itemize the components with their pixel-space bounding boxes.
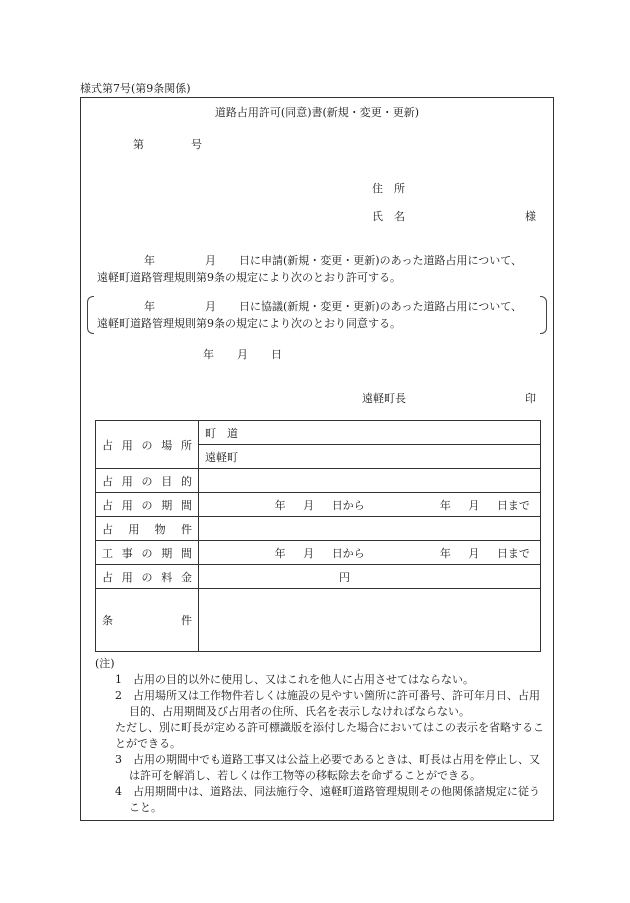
table-row	[96, 421, 541, 445]
conditions-label: 条 件	[96, 589, 199, 652]
period-label: 占 用 の 期 間	[96, 493, 199, 517]
permit-form	[80, 97, 554, 821]
table-row	[96, 493, 541, 517]
construction-period-label: 工 事 の 期 間	[96, 541, 199, 565]
note-4: 4 占用期間中は、道路法、同法施行令、遠軽町道路管理規則その他関係諸規定に従うこと。	[115, 785, 540, 814]
fee-label: 占 用 の 料 金	[96, 565, 199, 589]
consent-line2: 遠軽町道路管理規則第9条の規定により次のとおり同意する。	[97, 317, 401, 330]
issuer-name: 遠軽町長	[362, 392, 406, 405]
period-value: 年 月 日から 年 月 日まで	[199, 493, 541, 517]
notes-section	[95, 656, 545, 816]
purpose-value	[199, 469, 541, 493]
notes-heading: (注)	[95, 657, 115, 670]
place-label: 占 用 の 場 所	[96, 421, 199, 469]
address-label: 住 所	[372, 182, 405, 195]
consent-line1: 日に協議(新規・変更・更新)のあった道路占用について、	[239, 300, 523, 313]
right-bracket	[540, 296, 547, 334]
date-day: 日	[271, 348, 282, 361]
note-2: 2 占用場所又は工作物件若しくは施設の見やすい箇所に許可番号、許可年月日、占用目的、占用期間及び占用者の住所、氏名を表示しなければならない。	[115, 689, 540, 718]
permit-line1: 日に申請(新規・変更・更新)のあった道路占用について、	[239, 254, 523, 267]
note-2-proviso: ただし、別に町長が定める許可標識版を添付した場合においてはこの表示を省略することができる。	[115, 721, 544, 750]
honorific: 様	[525, 210, 536, 223]
consent-year: 年	[144, 300, 155, 313]
number-prefix: 第	[133, 138, 144, 151]
seal-mark: 印	[525, 392, 536, 405]
table-row	[96, 517, 541, 541]
table-row	[96, 541, 541, 565]
table-row	[96, 469, 541, 493]
conditions-value	[199, 589, 541, 652]
table-row	[96, 589, 541, 652]
table-row	[96, 565, 541, 589]
fee-value: 円	[199, 565, 541, 589]
objects-label: 占 用 物 件	[96, 517, 199, 541]
form-title: 道路占用許可(同意)書(新規・変更・更新)	[214, 106, 420, 119]
date-month: 月	[237, 348, 248, 361]
left-bracket	[87, 296, 94, 334]
permit-month: 月	[205, 254, 216, 267]
date-year: 年	[203, 348, 214, 361]
permit-line2: 遠軽町道路管理規則第9条の規定により次のとおり許可する。	[97, 271, 401, 284]
place-line2: 遠軽町	[199, 445, 541, 469]
construction-period-value: 年 月 日から 年 月 日まで	[199, 541, 541, 565]
place-line1: 町 道	[199, 421, 541, 445]
name-label: 氏 名	[372, 210, 405, 223]
note-3: 3 占用の期間中でも道路工事又は公益上必要であるときは、町長は占用を停止し、又は許可を解消し、若しくは作工物等の移転除去を命ずることができる。	[115, 753, 540, 782]
permit-details-table	[95, 420, 541, 652]
permit-year: 年	[144, 254, 155, 267]
form-label: 様式第7号(第9条関係)	[80, 82, 191, 95]
purpose-label: 占 用 の 目 的	[96, 469, 199, 493]
consent-month: 月	[205, 300, 216, 313]
note-1: 1 占用の目的以外に使用し、又はこれを他人に占用させてはならない。	[115, 673, 474, 686]
objects-value	[199, 517, 541, 541]
number-suffix: 号	[191, 138, 202, 151]
